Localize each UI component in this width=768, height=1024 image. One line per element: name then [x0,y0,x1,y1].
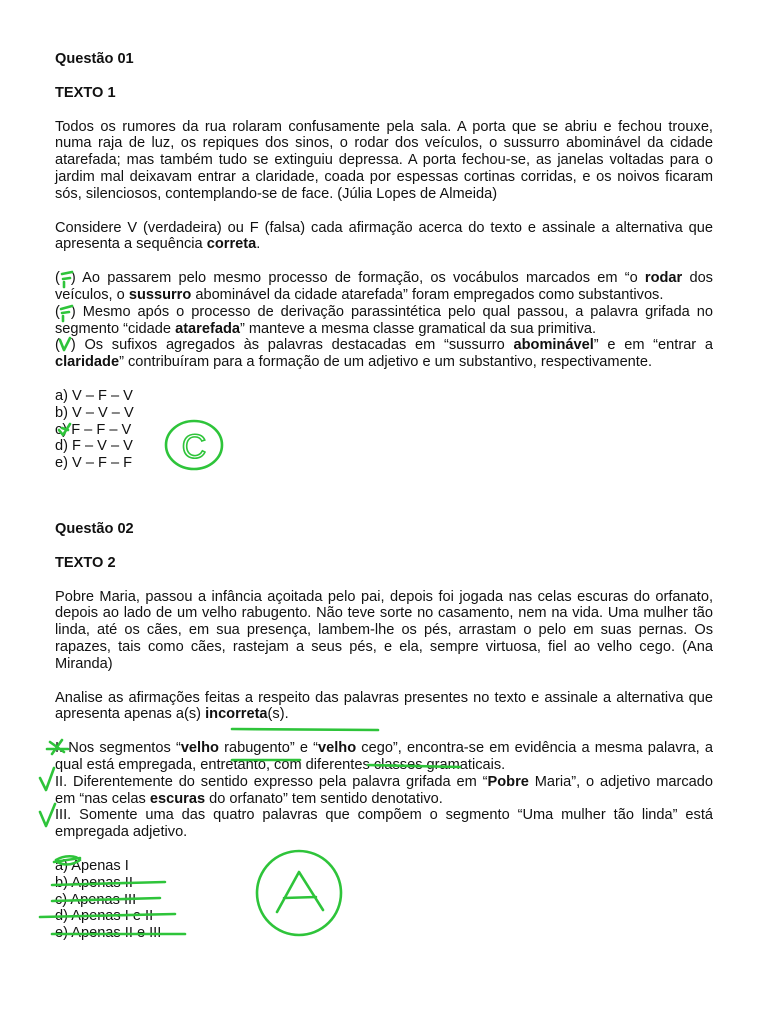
q2-statement-1: I. Nos segmentos “velho rabugento” e “velho cego”, encontra-se em evidência a mesma palavra, a qual está empregada, entretanto, com diferentes classes gramaticais. [55,740,713,773]
q2-option-b[interactable]: b) Apenas II [55,874,133,891]
q1-answer-letter: C [181,428,207,466]
question-02 [55,521,713,942]
q1-option-a[interactable]: a) V – F – V [55,387,133,404]
text-1-passage: Todos os rumores da rua rolaram confusamente pela sala. A porta que se abriu e fechou trouxe, numa raja de luz, os repiques dos sinos, o rodar dos veículos, o sussurro abominável da cidade atarefada; mas também tudo se extinguiu depressa. A porta fechou-se, as janelas voltadas para o jardim mal deixavam entrar a claridade, coada por espessas cortinas corridas, e os noivos ficaram sós, silenciosos, contemplando-se de face. (Júlia Lopes de Almeida) [55,118,713,202]
question-02-instruction: Analise as afirmações feitas a respeito das palavras presentes no texto e assinale a alternativa que apresenta apenas a(s) incorreta(s). [55,689,713,723]
question-01-title: Questão 01 [55,51,134,67]
q1-option-c[interactable]: c) F – F – V [55,421,132,438]
q2-option-d[interactable]: d) Apenas I e II [55,908,154,925]
q1-option-e[interactable]: e) V – F – F [55,455,133,472]
q2-statement-3: III. Somente uma das quatro palavras que compõem o segmento “Uma mulher tão linda” está empregada adjetivo. [55,807,713,841]
q2-check-3 [40,804,55,826]
question-02-title: Questão 02 [55,521,134,537]
q1-statement-3: ( ) Os sufixos agregados às palavras destacadas em “sussurro abominável” e em “entrar a claridade” contribuíram para a formação de um adjetivo e um substantivo, respectivamente. [55,337,713,371]
text-2-passage: Pobre Maria, passou a infância açoitada pelo pai, depois foi jogada nas celas escuras do orfanato, depois ao lado de um velho rabugento. Não teve sorte no casamento, nem na vida. Uma mulher tão linda, até os cães, em sua presença, lambem-lhe os pés, arrastam o pelo em suas pernas. Os rapazes, tais como cães, rastejam a seus pés, e ela, sempre virtuosa, fiel ao velho cego. (Ana Miranda) [55,588,713,672]
q2-option-a[interactable]: a) Apenas I [55,857,129,874]
q2-option-c[interactable]: c) Apenas III [55,891,137,908]
q1-statement-1: ( ) Ao passarem pelo mesmo processo de formação, os vocábulos marcados em “o rodar dos veículos, o sussurro abominável da cidade atarefada” foram empregados como substantivos. [55,270,713,303]
q1-statement-2: ( ) Mesmo após o processo de derivação parassintética pelo qual passou, a palavra grifada no segmento “cidade atarefada” manteve a mesma classe gramatical da sua primitiva. [55,303,713,337]
q2-check-2 [40,768,54,790]
text-2-label: TEXTO 2 [55,554,116,571]
q2-statement-2: II. Diferentemente do sentido expresso pela palavra grifada em “Pobre Maria”, o adjetivo marcado em “nas celas escuras do orfanato” tem sentido denotativo. [55,773,713,807]
text-1-label: TEXTO 1 [55,84,116,101]
question-01 [55,51,713,472]
question-01-instruction: Considere V (verdadeira) ou F (falsa) cada afirmação acerca do texto e assinale a alternativa que apresenta a sequência correta. [55,219,713,253]
q1-option-b[interactable]: b) V – V – V [55,404,134,421]
q2-option-e[interactable]: e) Apenas II e III [55,925,162,942]
q1-option-d[interactable]: d) F – V – V [55,438,133,455]
